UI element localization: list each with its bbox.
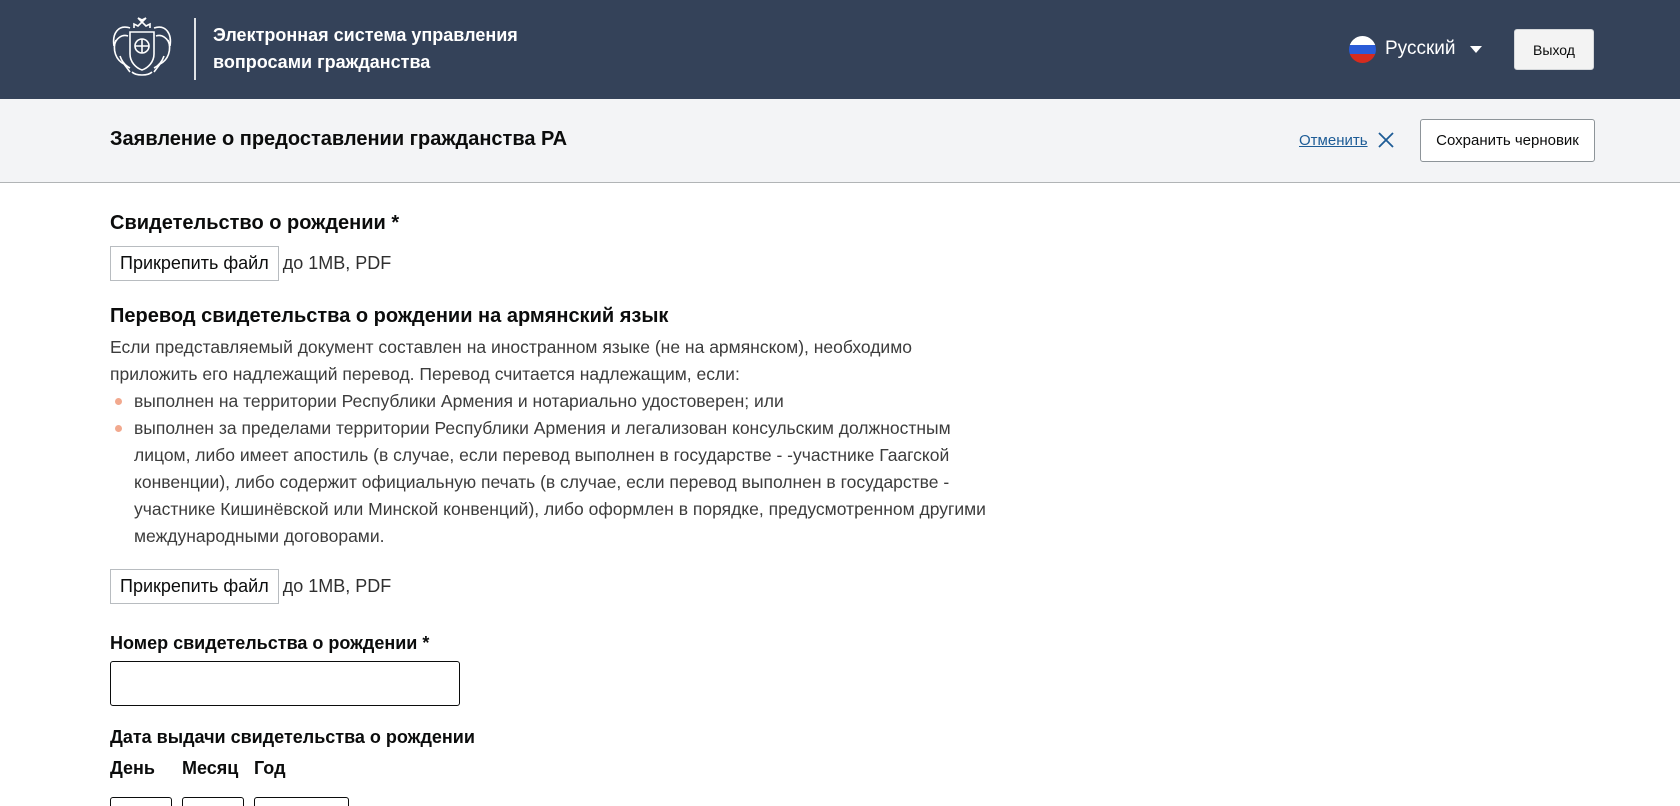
description-line: Если представляемый документ составлен на иностранном языке (не на армянском), необходимо [110, 337, 912, 357]
year-input[interactable] [254, 797, 349, 806]
list-item [110, 388, 1010, 415]
list-item-text: выполнен на территории Республики Армения и нотариально удостоверен; или [134, 391, 784, 411]
logout-button[interactable]: Выход [1514, 29, 1594, 70]
brand-title-line2: вопросами гражданства [213, 52, 431, 72]
translation-description [110, 334, 1010, 388]
list-item [110, 415, 1010, 550]
birth-certificate-label: Свидетельство о рождении * [110, 212, 400, 234]
cancel-link[interactable]: Отменить [1299, 132, 1368, 149]
month-input[interactable] [182, 797, 244, 806]
save-draft-button[interactable]: Сохранить черновик [1420, 119, 1595, 162]
brand-divider [194, 18, 196, 80]
year-label: Год [254, 758, 286, 778]
day-input[interactable] [110, 797, 172, 806]
language-label: Русский [1385, 38, 1456, 59]
description-line: приложить его надлежащий перевод. Перевод считается надлежащим, если: [110, 364, 740, 384]
month-label: Месяц [182, 758, 239, 778]
close-icon[interactable] [1376, 130, 1396, 150]
russian-flag-icon [1349, 36, 1376, 63]
issue-date-label: Дата выдачи свидетельства о рождении [110, 727, 475, 747]
translation-label: Перевод свидетельства о рождении на армянский язык [110, 305, 669, 327]
site-header [0, 0, 1680, 99]
certificate-number-label: Номер свидетельства о рождении * [110, 633, 430, 653]
brand-title-line1: Электронная система управления [213, 25, 518, 45]
upload-hint: до 1MB, PDF [282, 253, 392, 273]
page-title: Заявление о предоставлении гражданства РА [110, 128, 568, 150]
translation-requirements-list [110, 388, 1010, 550]
translation-upload [110, 569, 391, 604]
list-item-text: выполнен за пределами территории Республики Армения и легализован консульским должностным [134, 418, 951, 438]
list-item-text: международными договорами. [134, 526, 385, 546]
upload-hint: до 1MB, PDF [282, 576, 392, 596]
birth-certificate-upload [110, 246, 391, 281]
day-label: День [110, 758, 155, 778]
chevron-down-icon [1470, 46, 1482, 53]
list-item-text: участнике Кишинёвской или Минской конвенций), либо оформлен в порядке, предусмотренном другими [134, 499, 986, 519]
brand-title [213, 22, 573, 76]
form-header-bar [0, 99, 1680, 183]
language-selector[interactable] [1349, 34, 1482, 64]
list-item-text: лицом, либо имеет апостиль (в случае, если перевод выполнен в государстве - -участнике Гаагской [134, 445, 950, 465]
attach-file-button[interactable]: Прикрепить файл [110, 246, 279, 281]
list-item-text: конвенции), либо содержит официальную печать (в случае, если перевод выполнен в государстве - [134, 472, 950, 492]
coat-of-arms-icon [108, 16, 176, 80]
certificate-number-input[interactable] [110, 661, 460, 706]
attach-file-button[interactable]: Прикрепить файл [110, 569, 279, 604]
